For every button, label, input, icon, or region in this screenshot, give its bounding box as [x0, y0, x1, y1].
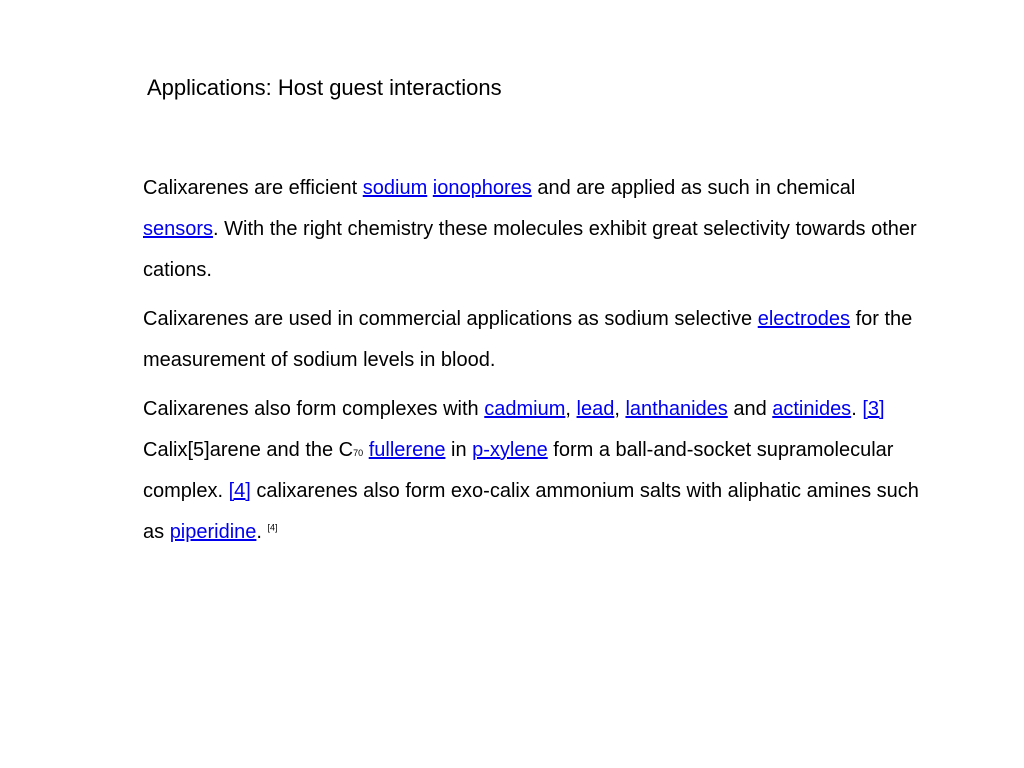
- slide-body: [143, 168, 923, 561]
- link-reference-3[interactable]: [3]: [862, 398, 885, 420]
- link-cadmium[interactable]: cadmium: [484, 398, 566, 420]
- text: .: [851, 398, 863, 420]
- text: Calixarenes also form complexes with: [143, 398, 485, 420]
- link-electrodes[interactable]: electrodes: [757, 308, 851, 330]
- link-sensors[interactable]: sensors: [143, 218, 214, 240]
- link-lead[interactable]: lead: [576, 398, 615, 420]
- text: calixarenes also form exo-calix ammonium salts with aliphatic amines such as: [143, 480, 919, 543]
- text: ,: [614, 398, 626, 420]
- subscript-70: 70: [353, 448, 364, 458]
- text: Calix[5]arene and the C: [143, 439, 354, 461]
- paragraph-electrodes: [143, 299, 923, 381]
- link-reference-4[interactable]: [4]: [228, 480, 251, 502]
- text: . With the right chemistry these molecules exhibit great selectivity towards other cations.: [143, 218, 917, 281]
- slide-title: Applications: Host guest interactions: [147, 75, 502, 100]
- text: ,: [565, 398, 577, 420]
- text: and: [727, 398, 773, 420]
- text: form a ball-and-socket supramolecular complex.: [143, 439, 894, 502]
- citation-4-superscript: [4]: [267, 522, 278, 533]
- text: in: [445, 439, 473, 461]
- text: Calixarenes are used in commercial applications as sodium selective: [143, 308, 758, 330]
- link-actinides[interactable]: actinides: [772, 398, 852, 420]
- text: for the measurement of sodium levels in blood.: [143, 308, 913, 371]
- text: .: [256, 521, 268, 543]
- paragraph-complexes: [143, 389, 923, 553]
- link-fullerene[interactable]: fullerene: [368, 439, 446, 461]
- text: and are applied as such in chemical: [531, 177, 856, 199]
- link-ionophores[interactable]: ionophores: [432, 177, 532, 199]
- text: Calixarenes are efficient: [143, 177, 363, 199]
- link-p-xylene[interactable]: p-xylene: [472, 439, 548, 461]
- link-lanthanides[interactable]: lanthanides: [625, 398, 728, 420]
- paragraph-ionophores: [143, 168, 923, 291]
- link-piperidine[interactable]: piperidine: [169, 521, 257, 543]
- link-sodium[interactable]: sodium: [362, 177, 428, 199]
